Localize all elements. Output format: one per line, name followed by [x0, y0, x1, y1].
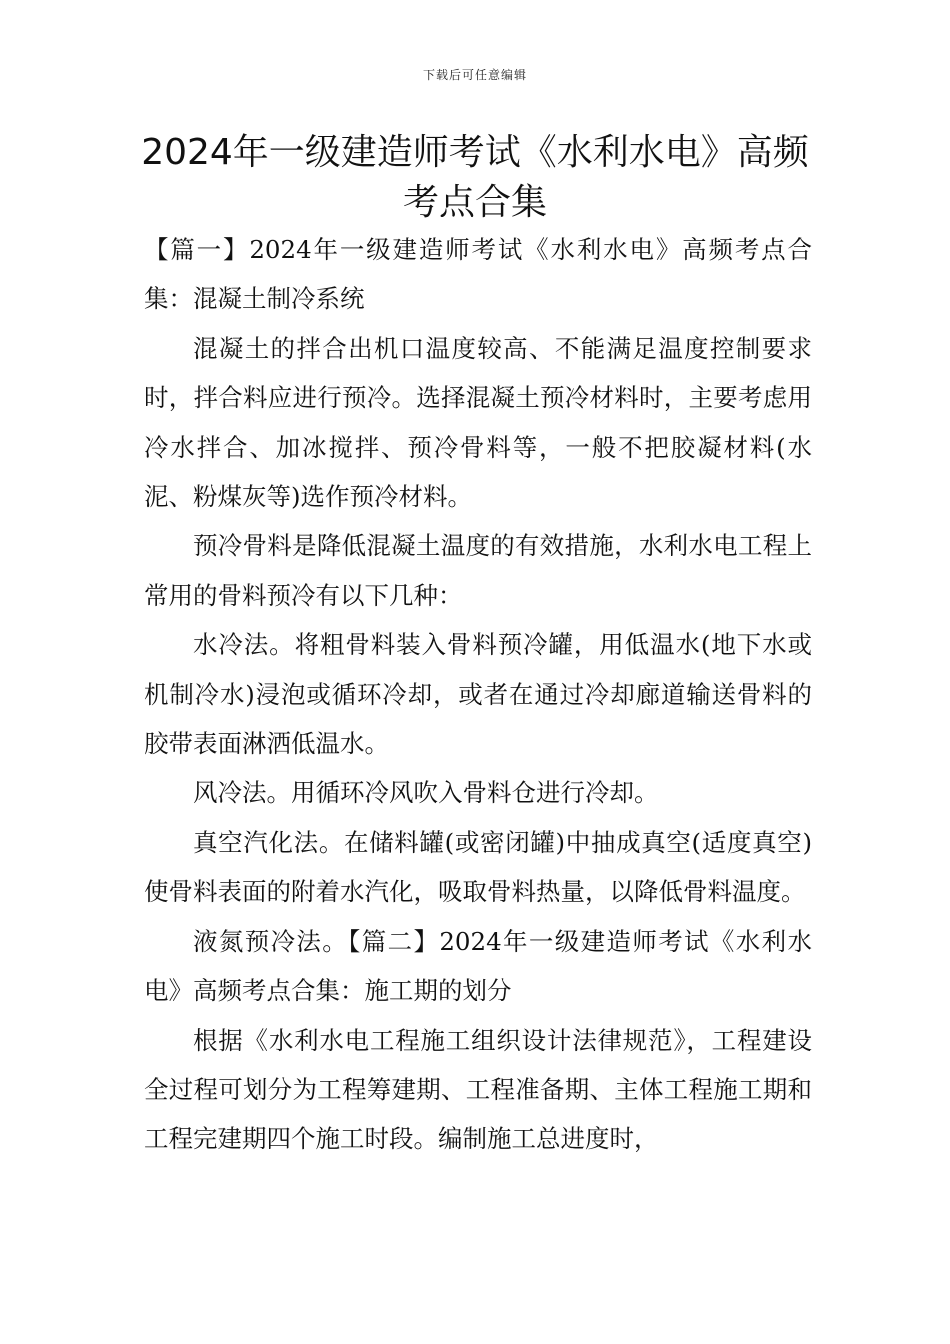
document-body [144, 225, 812, 1164]
paragraph: 【篇一】2024年一级建造师考试《水利水电》高频考点合集：混凝土制冷系统 [144, 235, 812, 314]
header-note: 下载后可任意编辑 [422, 68, 527, 82]
paragraph: 液氮预冷法。【篇二】2024年一级建造师考试《水利水电》高频考点合集：施工期的划分 [144, 926, 812, 1006]
paragraph: 水冷法。将粗骨料装入骨料预冷罐，用低温水(地下水或机制冷水)浸泡或循环冷却，或者在通过冷却廊道输送骨料的胶带表面淋洒低温水。 [144, 630, 812, 759]
paragraph: 真空汽化法。在储料罐(或密闭罐)中抽成真空(适度真空)使骨料表面的附着水汽化，吸取骨料热量，以降低骨料温度。 [144, 827, 812, 907]
paragraph: 根据《水利水电工程施工组织设计法律规范》，工程建设全过程可划分为工程筹建期、工程准备期、主体工程施工期和工程完建期四个施工时段。编制施工总进度时， [144, 1025, 812, 1154]
paragraph: 混凝土的拌合出机口温度较高、不能满足温度控制要求时，拌合料应进行预冷。选择混凝土预冷材料时，主要考虑用冷水拌合、加冰搅拌、预冷骨料等，一般不把胶凝材料(水泥、粉煤灰等)选作预冷材料。 [144, 333, 812, 512]
paragraph: 预冷骨料是降低混凝土温度的有效措施，水利水电工程上常用的骨料预冷有以下几种： [144, 531, 812, 610]
document-title: 2024年一级建造师考试《水利水电》高频考点合集 [141, 132, 809, 223]
paragraph: 风冷法。用循环冷风吹入骨料仓进行冷却。 [193, 778, 659, 808]
